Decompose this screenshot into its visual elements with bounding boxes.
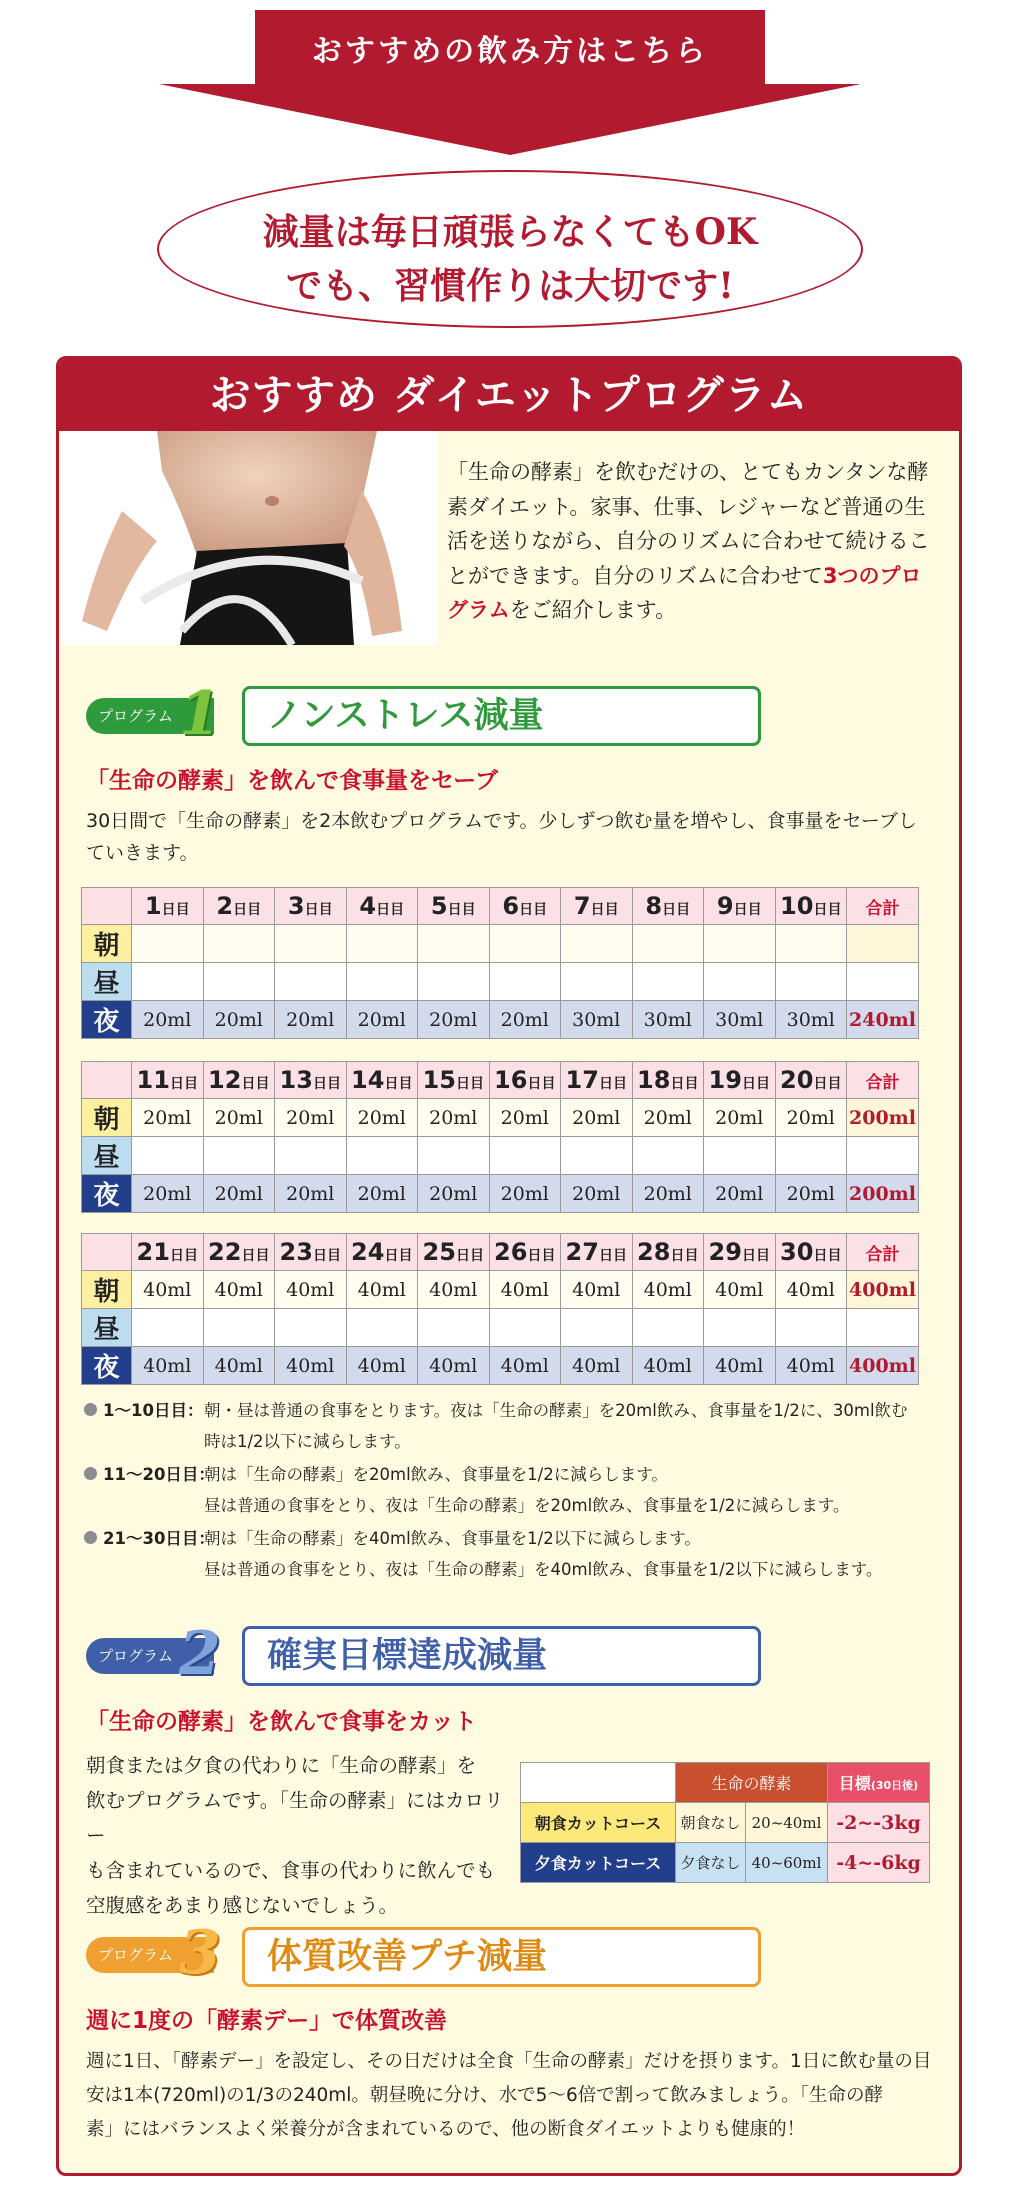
p2-header-goal	[828, 1763, 930, 1803]
schedule-cell	[489, 963, 561, 1001]
intro-text: 「生命の酵素」を飲むだけの、とてもカンタンな酵素ダイエット。家事、仕事、レジャーなど普通の生活を送りながら、自分のリズムに合わせて続けることができます。自分のリズムに合わせて	[447, 460, 930, 588]
schedule-cell	[346, 963, 418, 1001]
day-number: 18	[637, 1066, 671, 1094]
program-1-subtitle: 「生命の酵素」を飲んで食事量をセーブ	[86, 768, 498, 794]
schedule-cell: 40ml	[346, 1271, 418, 1309]
day-number: 26	[494, 1238, 528, 1266]
day-header	[132, 888, 204, 925]
row-total: 240ml	[847, 1001, 919, 1039]
p2-row-breakfast-goal: -2~-3kg	[828, 1803, 930, 1843]
note-days-21-30	[84, 1523, 934, 1587]
schedule-corner	[82, 1062, 132, 1099]
schedule-row-night	[82, 1347, 919, 1385]
schedule-cell: 20ml	[132, 1001, 204, 1039]
day-number: 1	[144, 892, 162, 920]
schedule-cell: 20ml	[203, 1175, 275, 1213]
schedule-cell: 20ml	[418, 1001, 490, 1039]
schedule-cell	[418, 1309, 490, 1347]
day-number: 3	[287, 892, 305, 920]
intro-text-end: をご紹介します。	[509, 598, 677, 622]
schedule-cell: 30ml	[561, 1001, 633, 1039]
schedule-cell: 20ml	[561, 1099, 633, 1137]
day-header	[275, 1062, 347, 1099]
row-label-morning: 朝	[82, 1271, 132, 1309]
schedule-cell	[346, 925, 418, 963]
schedule-cell: 40ml	[203, 1347, 275, 1385]
row-total	[847, 1309, 919, 1347]
schedule-cell: 20ml	[418, 1175, 490, 1213]
note-line: 昼は普通の食事をとり、夜は「生命の酵素」を40ml飲み、食事量を1/2以下に減らします。	[204, 1560, 883, 1579]
schedule-row-morning	[82, 925, 919, 963]
schedule-cell	[775, 963, 847, 1001]
schedule-header-row	[82, 1062, 919, 1099]
p2-header-enzyme: 生命の酵素	[676, 1763, 828, 1803]
day-suffix: 日目	[241, 1248, 270, 1264]
day-suffix: 日目	[169, 1248, 198, 1264]
schedule-cell	[704, 925, 776, 963]
day-number: 12	[208, 1066, 242, 1094]
day-header	[203, 1062, 275, 1099]
p2-row-breakfast-name: 朝食カットコース	[521, 1803, 676, 1843]
row-total: 200ml	[847, 1175, 919, 1213]
schedule-cell	[775, 1309, 847, 1347]
schedule-cell: 20ml	[346, 1099, 418, 1137]
goal-label: 目標	[838, 1774, 871, 1793]
schedule-row-morning	[82, 1099, 919, 1137]
schedule-corner	[82, 888, 132, 925]
day-header	[489, 1234, 561, 1271]
day-suffix: 日目	[590, 902, 619, 918]
schedule-cell: 40ml	[561, 1271, 633, 1309]
schedule-cell: 40ml	[561, 1347, 633, 1385]
day-number: 20	[780, 1066, 814, 1094]
schedule-cell: 20ml	[632, 1175, 704, 1213]
day-header	[489, 1062, 561, 1099]
schedule-cell: 40ml	[418, 1271, 490, 1309]
note-label: 21～30日目：	[84, 1523, 215, 1554]
schedule-cell	[632, 1137, 704, 1175]
schedule-cell	[489, 1137, 561, 1175]
program-1-title: ノンストレス減量	[242, 686, 761, 746]
day-header	[275, 1234, 347, 1271]
description-line: 空腹感をあまり感じないでしょう。	[86, 1894, 399, 1917]
day-header	[418, 1234, 490, 1271]
schedule-row-night	[82, 1001, 919, 1039]
row-label-noon: 昼	[82, 963, 132, 1001]
day-header	[346, 888, 418, 925]
waist-photo-illustration	[62, 431, 437, 645]
schedule-cell: 20ml	[275, 1001, 347, 1039]
schedule-cell: 20ml	[775, 1099, 847, 1137]
description-line: 週に1日、「酵素デー」を設定し、その日だけは全食「生命の酵素」だけを摂ります。1日に飲む量の目	[86, 2051, 932, 2072]
schedule-cell: 30ml	[775, 1001, 847, 1039]
schedule-cell	[489, 1309, 561, 1347]
day-number: 21	[136, 1238, 170, 1266]
p2-corner	[521, 1763, 676, 1803]
day-number: 5	[430, 892, 448, 920]
schedule-cell: 20ml	[775, 1175, 847, 1213]
day-suffix: 日目	[384, 1076, 413, 1092]
day-number: 27	[565, 1238, 599, 1266]
day-number: 13	[279, 1066, 313, 1094]
note-days-1-10	[84, 1395, 934, 1459]
day-number: 8	[645, 892, 663, 920]
description-line: 素」にはバランスよく栄養分が含まれているので、他の断食ダイエットよりも健康的！	[86, 2119, 806, 2140]
note-line: 朝は「生命の酵素」を20ml飲み、食事量を1/2に減らします。	[204, 1465, 668, 1484]
day-suffix: 日目	[169, 1076, 198, 1092]
slogan-text	[157, 205, 863, 313]
day-header	[775, 888, 847, 925]
schedule-cell	[704, 1309, 776, 1347]
note-line: 朝・昼は普通の食事をとります。夜は「生命の酵素」を20ml飲み、食事量を1/2に、30ml飲む	[204, 1401, 908, 1420]
schedule-cell: 20ml	[489, 1099, 561, 1137]
schedule-cell: 40ml	[775, 1271, 847, 1309]
day-suffix: 日目	[662, 902, 691, 918]
schedule-header-row	[82, 888, 919, 925]
schedule-cell: 20ml	[132, 1099, 204, 1137]
schedule-cell: 40ml	[704, 1347, 776, 1385]
schedule-cell	[275, 925, 347, 963]
day-suffix: 日目	[312, 1076, 341, 1092]
program-2-subtitle: 「生命の酵素」を飲んで食事をカット	[86, 1709, 477, 1735]
slogan-line-1: 減量は毎日頑張らなくてもOK	[262, 211, 758, 253]
program-3-number: 3	[179, 1918, 221, 1988]
row-label-night: 夜	[82, 1001, 132, 1039]
schedule-cell: 20ml	[275, 1175, 347, 1213]
row-total: 400ml	[847, 1347, 919, 1385]
description-line: 飲むプログラムです。「生命の酵素」にはカロリー	[86, 1789, 504, 1847]
panel-title: おすすめ ダイエットプログラム	[59, 359, 959, 431]
row-total: 400ml	[847, 1271, 919, 1309]
program-2-course-table	[520, 1762, 930, 1883]
program-3-subtitle: 週に1度の「酵素デー」で体質改善	[86, 2008, 448, 2034]
schedule-cell: 20ml	[561, 1175, 633, 1213]
schedule-cell	[203, 1309, 275, 1347]
day-suffix: 日目	[241, 1076, 270, 1092]
note-label: 1～10日目：	[84, 1395, 203, 1426]
day-suffix: 日目	[304, 902, 333, 918]
schedule-cell: 40ml	[132, 1271, 204, 1309]
schedule-cell: 30ml	[632, 1001, 704, 1039]
day-header	[632, 888, 704, 925]
day-suffix: 日目	[384, 1248, 413, 1264]
total-header: 合計	[847, 1062, 919, 1099]
day-number: 9	[716, 892, 734, 920]
bullet-dot	[84, 1467, 97, 1480]
p2-row-breakfast-meal: 朝食なし	[676, 1803, 746, 1843]
day-number: 10	[780, 892, 814, 920]
schedule-cell	[132, 925, 204, 963]
schedule-cell: 40ml	[275, 1271, 347, 1309]
schedule-cell: 40ml	[275, 1347, 347, 1385]
day-header	[346, 1062, 418, 1099]
row-label-night: 夜	[82, 1347, 132, 1385]
row-label-noon: 昼	[82, 1309, 132, 1347]
schedule-cell: 20ml	[132, 1175, 204, 1213]
day-number: 6	[502, 892, 520, 920]
day-header	[561, 1062, 633, 1099]
total-header: 合計	[847, 1234, 919, 1271]
schedule-cell	[561, 1137, 633, 1175]
day-suffix: 日目	[733, 902, 762, 918]
schedule-row-night	[82, 1175, 919, 1213]
schedule-cell: 20ml	[275, 1099, 347, 1137]
schedule-corner	[82, 1234, 132, 1271]
program-3-description	[86, 2045, 948, 2147]
day-header	[203, 1234, 275, 1271]
schedule-table-days-21-30	[81, 1233, 919, 1385]
schedule-cell	[203, 925, 275, 963]
schedule-cell	[418, 1137, 490, 1175]
schedule-cell: 20ml	[632, 1099, 704, 1137]
schedule-cell	[704, 1137, 776, 1175]
day-number: 19	[708, 1066, 742, 1094]
schedule-cell: 40ml	[704, 1271, 776, 1309]
schedule-cell	[203, 963, 275, 1001]
day-number: 28	[637, 1238, 671, 1266]
day-number: 7	[573, 892, 591, 920]
schedule-cell	[489, 925, 561, 963]
schedule-row-noon	[82, 1137, 919, 1175]
p2-row-dinner-name: 夕食カットコース	[521, 1843, 676, 1883]
day-number: 17	[565, 1066, 599, 1094]
row-label-morning: 朝	[82, 1099, 132, 1137]
schedule-cell: 20ml	[704, 1099, 776, 1137]
program-2-description	[86, 1748, 516, 1923]
schedule-cell	[275, 1137, 347, 1175]
schedule-cell	[561, 963, 633, 1001]
note-days-11-20	[84, 1459, 934, 1523]
row-total	[847, 963, 919, 1001]
schedule-cell: 20ml	[418, 1099, 490, 1137]
schedule-row-morning	[82, 1271, 919, 1309]
schedule-table-days-1-10	[81, 887, 919, 1039]
bullet-dot	[84, 1531, 97, 1544]
schedule-cell	[418, 925, 490, 963]
p2-row-dinner-amount: 40~60ml	[746, 1843, 828, 1883]
schedule-cell	[561, 925, 633, 963]
schedule-cell: 40ml	[346, 1347, 418, 1385]
schedule-cell: 40ml	[132, 1347, 204, 1385]
day-suffix: 日目	[670, 1076, 699, 1092]
day-suffix: 日目	[527, 1076, 556, 1092]
schedule-cell: 40ml	[775, 1347, 847, 1385]
schedule-cell	[775, 1137, 847, 1175]
day-number: 4	[359, 892, 377, 920]
day-number: 24	[351, 1238, 385, 1266]
program-3-title: 体質改善プチ減量	[242, 1927, 761, 1987]
schedule-cell	[346, 1309, 418, 1347]
day-number: 29	[708, 1238, 742, 1266]
schedule-cell	[775, 925, 847, 963]
day-header	[704, 888, 776, 925]
waist-measurement-photo	[62, 431, 437, 645]
intro-highlight: 3つのプログラム	[447, 563, 922, 622]
day-suffix: 日目	[376, 902, 405, 918]
slogan-line-2: でも、習慣作りは大切です!	[286, 265, 734, 307]
day-header	[632, 1062, 704, 1099]
day-number: 11	[136, 1066, 170, 1094]
schedule-cell: 20ml	[346, 1175, 418, 1213]
bullet-dot	[84, 1403, 97, 1416]
row-total	[847, 925, 919, 963]
row-label-noon: 昼	[82, 1137, 132, 1175]
day-header	[561, 888, 633, 925]
schedule-row-noon	[82, 963, 919, 1001]
schedule-cell	[632, 925, 704, 963]
row-total: 200ml	[847, 1099, 919, 1137]
schedule-cell: 20ml	[489, 1001, 561, 1039]
recommended-drinking-banner-text: おすすめの飲み方はこちら	[311, 34, 709, 69]
day-suffix: 日目	[598, 1076, 627, 1092]
schedule-cell	[275, 963, 347, 1001]
day-number: 14	[351, 1066, 385, 1094]
day-suffix: 日目	[741, 1076, 770, 1092]
schedule-row-noon	[82, 1309, 919, 1347]
day-number: 25	[422, 1238, 456, 1266]
day-suffix: 日目	[527, 1248, 556, 1264]
day-header	[203, 888, 275, 925]
day-header	[132, 1234, 204, 1271]
program-1-description: 30日間で「生命の酵素」を2本飲むプログラムです。少しずつ飲む量を増やし、食事量をセーブしていきます。	[86, 810, 917, 864]
day-number: 2	[216, 892, 234, 920]
schedule-cell	[132, 963, 204, 1001]
day-header	[275, 888, 347, 925]
schedule-cell: 40ml	[203, 1271, 275, 1309]
p2-row-dinner-meal: 夕食なし	[676, 1843, 746, 1883]
row-total	[847, 1137, 919, 1175]
schedule-cell: 40ml	[632, 1347, 704, 1385]
program-2-number: 2	[179, 1619, 221, 1689]
day-suffix: 日目	[741, 1248, 770, 1264]
day-suffix: 日目	[233, 902, 262, 918]
day-header	[704, 1234, 776, 1271]
day-suffix: 日目	[598, 1248, 627, 1264]
schedule-cell: 20ml	[203, 1001, 275, 1039]
description-line: 朝食または夕食の代わりに「生命の酵素」を	[86, 1754, 477, 1777]
row-label-morning: 朝	[82, 925, 132, 963]
day-suffix: 日目	[670, 1248, 699, 1264]
schedule-cell	[346, 1137, 418, 1175]
row-label-night: 夜	[82, 1175, 132, 1213]
description-line: も含まれているので、食事の代わりに飲んでも	[86, 1859, 496, 1882]
schedule-cell: 30ml	[704, 1001, 776, 1039]
note-label: 11～20日目：	[84, 1459, 215, 1490]
schedule-cell	[132, 1309, 204, 1347]
schedule-cell: 40ml	[489, 1271, 561, 1309]
diet-program-panel	[56, 356, 962, 2176]
day-header	[632, 1234, 704, 1271]
program-2-label: プログラム	[86, 1638, 214, 1674]
day-suffix: 日目	[813, 1076, 842, 1092]
schedule-cell: 40ml	[632, 1271, 704, 1309]
total-header: 合計	[847, 888, 919, 925]
day-suffix: 日目	[455, 1248, 484, 1264]
program-1-label: プログラム	[86, 698, 214, 734]
schedule-cell: 20ml	[346, 1001, 418, 1039]
schedule-cell: 20ml	[203, 1099, 275, 1137]
day-number: 15	[422, 1066, 456, 1094]
day-suffix: 日目	[312, 1248, 341, 1264]
note-line: 時は1/2以下に減らします。	[204, 1432, 411, 1451]
p2-row-breakfast-amount: 20~40ml	[746, 1803, 828, 1843]
intro-paragraph	[447, 455, 937, 628]
day-suffix: 日目	[455, 1076, 484, 1092]
schedule-cell	[632, 963, 704, 1001]
schedule-cell	[632, 1309, 704, 1347]
day-number: 16	[494, 1066, 528, 1094]
goal-note: (30日後)	[870, 1779, 919, 1792]
schedule-table-days-11-20	[81, 1061, 919, 1213]
day-number: 22	[208, 1238, 242, 1266]
day-header	[775, 1062, 847, 1099]
program-2-title: 確実目標達成減量	[242, 1626, 761, 1686]
schedule-cell: 40ml	[489, 1347, 561, 1385]
schedule-cell: 40ml	[418, 1347, 490, 1385]
day-suffix: 日目	[813, 1248, 842, 1264]
program-1-number: 1	[179, 679, 221, 749]
description-line: 安は1本(720ml)の1/3の240ml。朝昼晩に分け、水で5～6倍で割って飲みましょう。「生命の酵	[86, 2085, 883, 2106]
note-line: 朝は「生命の酵素」を40ml飲み、食事量を1/2以下に減らします。	[204, 1529, 701, 1548]
schedule-cell	[275, 1309, 347, 1347]
p2-row-dinner-goal: -4~-6kg	[828, 1843, 930, 1883]
day-suffix: 日目	[447, 902, 476, 918]
schedule-cell: 20ml	[704, 1175, 776, 1213]
schedule-cell	[418, 963, 490, 1001]
day-header	[132, 1062, 204, 1099]
schedule-cell	[132, 1137, 204, 1175]
day-suffix: 日目	[161, 902, 190, 918]
day-header	[418, 1062, 490, 1099]
schedule-header-row	[82, 1234, 919, 1271]
schedule-cell	[203, 1137, 275, 1175]
day-header	[418, 888, 490, 925]
day-suffix: 日目	[519, 902, 548, 918]
schedule-cell	[704, 963, 776, 1001]
day-header	[561, 1234, 633, 1271]
day-header	[489, 888, 561, 925]
schedule-cell	[561, 1309, 633, 1347]
program-3-label: プログラム	[86, 1937, 214, 1973]
schedule-cell: 20ml	[489, 1175, 561, 1213]
day-number: 23	[279, 1238, 313, 1266]
day-header	[704, 1062, 776, 1099]
day-number: 30	[780, 1238, 814, 1266]
day-header	[346, 1234, 418, 1271]
day-suffix: 日目	[813, 902, 842, 918]
note-line: 昼は普通の食事をとり、夜は「生命の酵素」を20ml飲み、食事量を1/2に減らします。	[204, 1496, 850, 1515]
day-header	[775, 1234, 847, 1271]
